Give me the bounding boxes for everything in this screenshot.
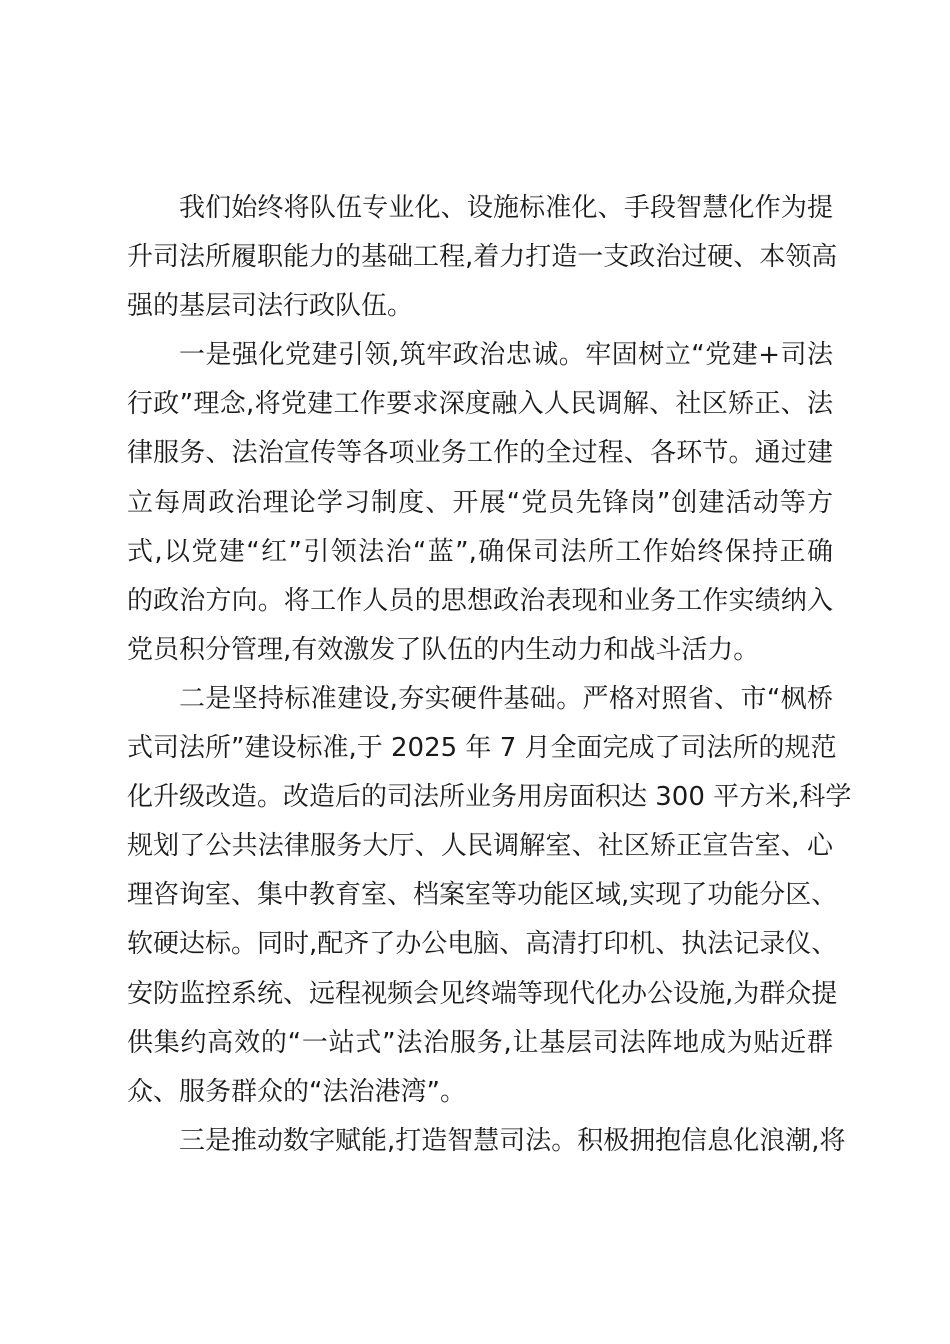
paragraph-party-building (127, 331, 833, 675)
text-line: 我们始终将队伍专业化、设施标准化、手段智慧化作为提 (179, 193, 833, 223)
text-line: 软硬达标。同时,配齐了办公电脑、高清打印机、执法记录仪、 (127, 929, 838, 960)
text-line: 的政治方向。将工作人员的思想政治表现和业务工作实绩纳入 (127, 585, 833, 616)
text-line: 众、服务群众的“法治港湾”。 (127, 1076, 466, 1107)
text-line: 三是推动数字赋能,打造智慧司法。积极拥抱信息化浪潮,将 (179, 1125, 846, 1156)
text-line: 党员积分管理,有效激发了队伍的内生动力和战斗活力。 (127, 634, 760, 665)
text-line: 升司法所履职能力的基础工程,着力打造一支政治过硬、本领高 (127, 242, 838, 273)
text-line: 律服务、法治宣传等各项业务工作的全过程、各环节。通过建 (127, 438, 833, 469)
text-line: 安防监控系统、远程视频会见终端等现代化办公设施,为群众提 (127, 978, 838, 1009)
text-line: 强的基层司法行政队伍。 (127, 291, 414, 322)
text-line: 立每周政治理论学习制度、开展“党员先锋岗”创建活动等方 (127, 487, 833, 518)
text-line: 供集约高效的“一站式”法治服务,让基层司法阵地成为贴近群 (127, 1027, 833, 1058)
text-line: 二是坚持标准建设,夯实硬件基础。严格对照省、市“枫桥 (179, 683, 833, 714)
text-line: 规划了公共法律服务大厅、人民调解室、社区矫正宣告室、心 (127, 831, 833, 862)
text-line: 式司法所”建设标准,于 2025 年 7 月全面完成了司法所的规范 (127, 733, 837, 764)
paragraph-digital-empowerment (127, 1117, 846, 1166)
paragraph-standard-construction (127, 675, 852, 1117)
text-line: 理咨询室、集中教育室、档案室等功能区域,实现了功能分区、 (127, 880, 838, 911)
text-line: 化升级改造。改造后的司法所业务用房面积达 300 平方米,科学 (127, 782, 852, 813)
paragraph-intro (127, 184, 838, 331)
text-line: 行政”理念,将党建工作要求深度融入人民调解、社区矫正、法 (127, 389, 833, 420)
text-line: 一是强化党建引领,筑牢政治忠诚。牢固树立“党建+司法 (179, 340, 833, 371)
text-line: 式,以党建“红”引领法治“蓝”,确保司法所工作始终保持正确 (127, 536, 833, 567)
document-body (127, 184, 852, 1166)
